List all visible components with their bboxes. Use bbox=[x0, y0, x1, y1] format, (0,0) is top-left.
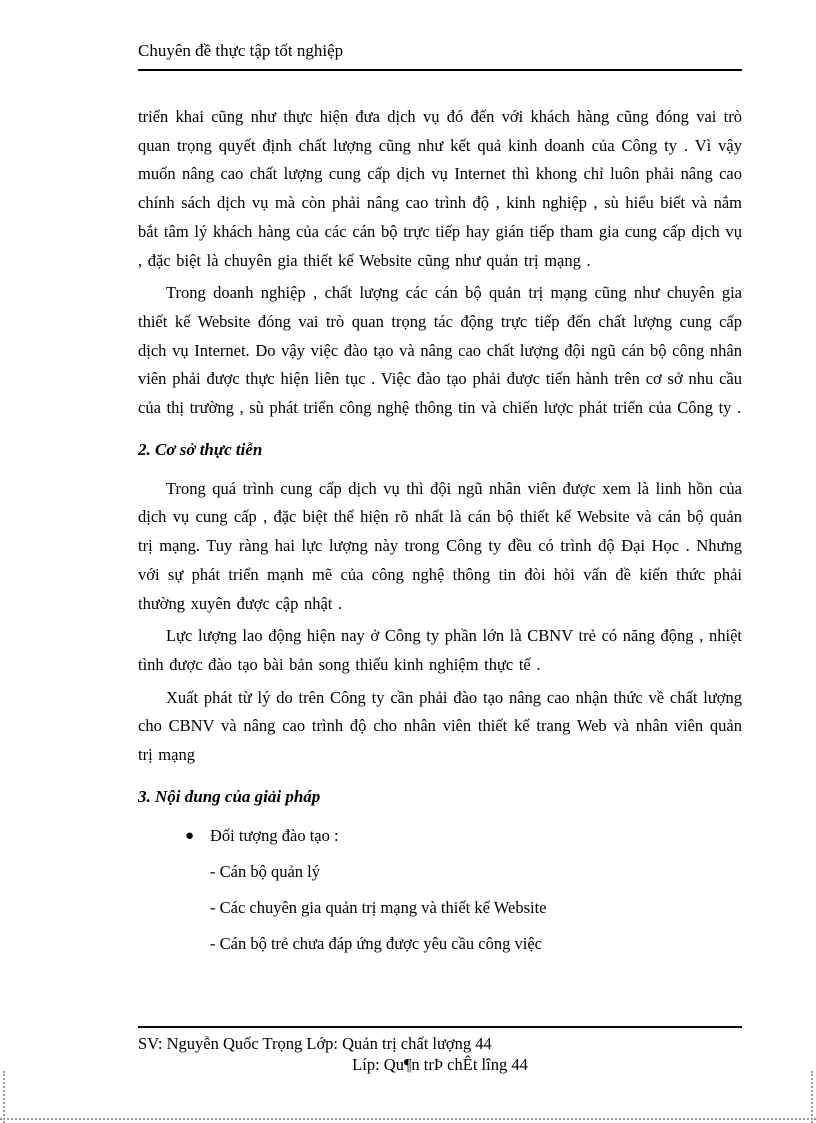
footer-class-line: Líp: Qu¶n trÞ chÊt lîng 44 bbox=[352, 1055, 528, 1074]
footer-student-line: SV: Nguyễn Quốc Trọng Lớp: Quản trị chất lượng 44 bbox=[138, 1034, 492, 1053]
paragraph-2: Trong doanh nghiệp , chất lượng các cán bộ quản trị mạng cũng như chuyên gia thiết kế Website đóng vai trò quan trọng tác động trực tiếp đến chất lượng cung cấp dịch vụ Internet. Do vậy việc đào tạo và nâng cao chất lượng đội ngũ cán bộ công nhân viên phải được thực hiện liên tục . Việc đào tạo phải được tiến hành trên cơ sở nhu cầu của thị trường , sù phát triển công nghệ thông tin và chiến lược phát triển của Công ty . bbox=[138, 283, 742, 418]
page-edge-dots-right bbox=[811, 1071, 813, 1123]
document-body bbox=[138, 103, 742, 958]
bullet-item-label: Đối tượng đào tạo : bbox=[210, 825, 339, 845]
header-rule bbox=[138, 69, 742, 71]
page-header-title: Chuyên đề thực tập tốt nghiệp bbox=[138, 41, 344, 60]
paragraph-3: Trong quá trình cung cấp dịch vụ thì đội ngũ nhân viên được xem là linh hồn của dịch vụ cung cấp , đặc biệt thể hiện rõ nhất là cán bộ thiết kế Website và cán bộ quản trị mạng. Tuy ràng hai lực lượng này trong Công ty đều có trình độ Đại Học . Nhưng với sự phát triển mạnh mẽ của công nghệ thông tin đòi hỏi vấn đề kiến thức phải thường xuyên được cập nhật . bbox=[138, 478, 742, 613]
paragraph-4: Lực lượng lao động hiện nay ở Công ty phần lớn là CBNV trẻ có năng động , nhiệt tình được đào tạo bài bản song thiếu kinh nghiệm thực tế . bbox=[138, 626, 742, 674]
section-heading-2: 2. Cơ sở thực tiễn bbox=[138, 439, 263, 459]
list-item-2: - Các chuyên gia quản trị mạng và thiết kế Website bbox=[210, 897, 547, 917]
list-item-3: - Cán bộ trẻ chưa đáp ứng được yêu cầu công việc bbox=[210, 933, 542, 953]
footer-rule bbox=[138, 1026, 742, 1028]
list-item-1: - Cán bộ quản lý bbox=[210, 861, 320, 881]
paragraph-1: triển khai cũng như thực hiện đưa dịch vụ đó đến với khách hàng cũng đóng vai trò quan trọng quyết định chất lượng cũng như kết quả kinh doanh của Công ty . Vì vậy muốn nâng cao chất lượng cung cấp dịch vụ Internet thì khong chỉ luôn phải nâng cao chính sách dịch vụ mà còn phải nâng cao trình độ , kinh nghiệp , sù hiểu biết và nắm bắt tâm lý khách hàng của các cán bộ trực tiếp hay gián tiếp tham gia cung cấp dịch vụ , đặc biệt là chuyên gia thiết kế Website cũng như quản trị mạng . bbox=[138, 107, 742, 270]
page-content bbox=[138, 40, 742, 966]
paragraph-5: Xuất phát từ lý do trên Công ty cần phải đào tạo nâng cao nhận thức về chất lượng cho CBNV và nâng cao trình độ cho nhân viên thiết kế trang Web và nhân viên quản trị mạng bbox=[138, 687, 742, 765]
section-heading-3: 3. Nội dung của giải pháp bbox=[138, 786, 321, 806]
page-edge-dots-left bbox=[3, 1071, 5, 1123]
page-footer bbox=[138, 1026, 742, 1075]
bullet-item bbox=[185, 822, 742, 850]
bullet-dot-icon: ● bbox=[185, 827, 195, 844]
page-edge-dots-bottom bbox=[0, 1118, 816, 1120]
